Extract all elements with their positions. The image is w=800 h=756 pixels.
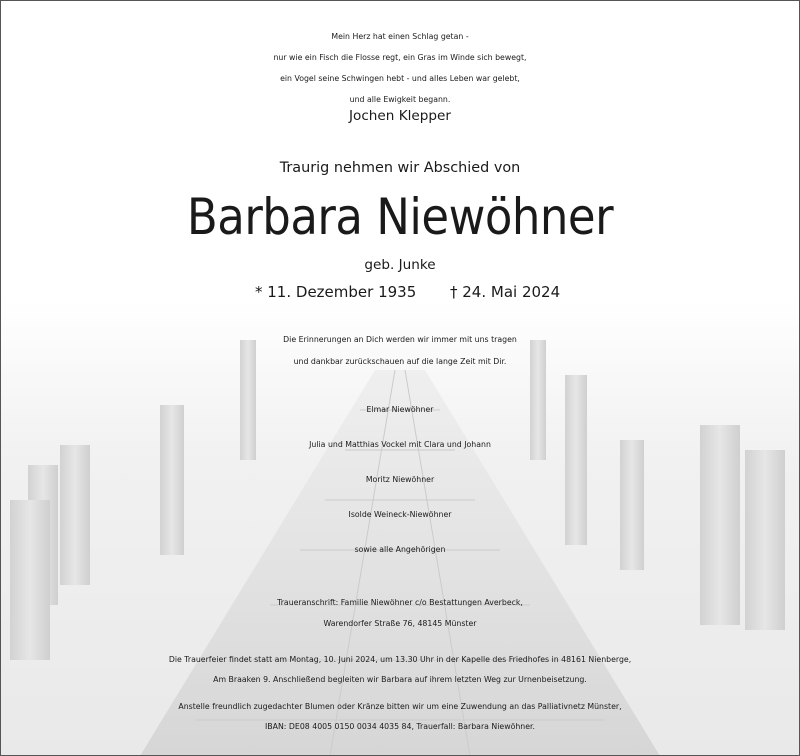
poem-line: ein Vogel seine Schwingen hebt - und alles Leben war gelebt, [280,74,520,83]
deceased-name: Barbara Niewöhner [186,188,614,246]
donation-line: Anstelle freundlich zugedachter Blumen oder Kränze bitten wir um eine Zuwendung an das Palliativnetz Münster, [178,702,622,711]
mourner-name: Isolde Weineck-Niewöhner [348,510,452,519]
mourner-name: Moritz Niewöhner [365,475,435,484]
birth-date: * 11. Dezember 1935 [255,283,417,301]
donation-line: IBAN: DE08 4005 0150 0034 4035 84, Trauerfall: Barbara Niewöhner. [264,722,536,731]
mourner-name: sowie alle Angehörigen [354,545,446,554]
quote-line: Die Erinnerungen an Dich werden wir immer mit uns tragen [283,335,517,344]
funeral-line: Die Trauerfeier findet statt am Montag, 10. Juni 2024, um 13.30 Uhr in der Kapelle des Friedhofes in 48161 Nienberge, [168,655,632,664]
mourner-name: Julia und Matthias Vockel mit Clara und Johann [309,440,491,449]
death-date: † 24. Mai 2024 [450,283,561,301]
address-line: Traueranschrift: Familie Niewöhner c/o Bestattungen Averbeck, [277,598,523,607]
farewell-intro: Traurig nehmen wir Abschied von [279,160,521,176]
poem-line: Mein Herz hat einen Schlag getan - [331,32,469,41]
mourner-name: Elmar Niewöhner [366,405,434,414]
poem-line: nur wie ein Fisch die Flosse regt, ein Gras im Winde sich bewegt, [273,53,527,62]
funeral-line: Am Braaken 9. Anschließend begleiten wir Barbara auf ihrem letzten Weg zur Urnenbeisetzung. [213,675,587,684]
poem-line: und alle Ewigkeit begann. [349,95,451,104]
quote-line: und dankbar zurückschauen auf die lange Zeit mit Dir. [293,357,507,366]
address-line: Warendorfer Straße 76, 48145 Münster [323,619,477,628]
birth-name: geb. Junke [364,257,436,273]
poem-author: Jochen Klepper [349,108,451,124]
